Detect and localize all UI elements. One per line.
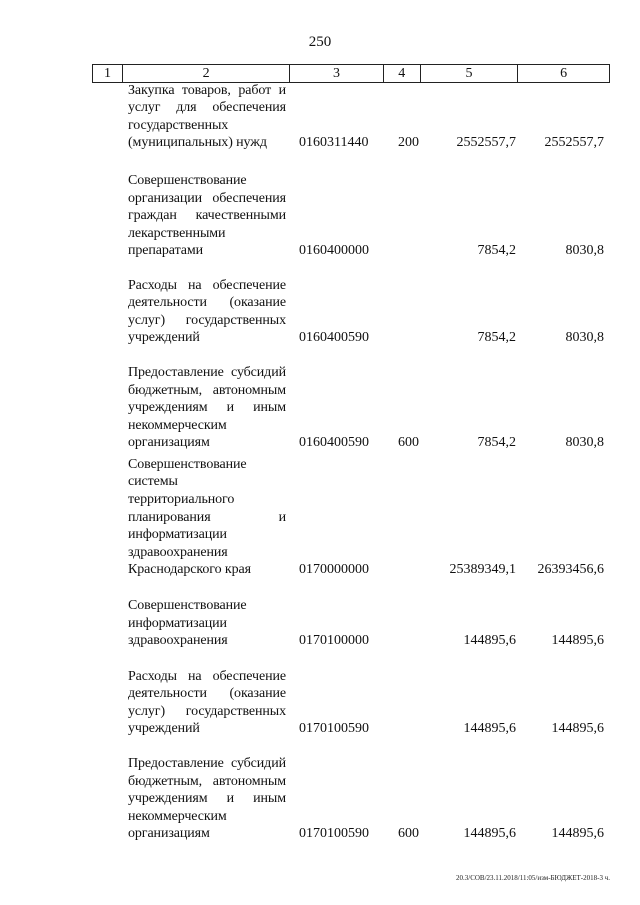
table-row <box>0 596 640 650</box>
row-name: Совершенствование организации обеспечения граждан качественными лекарственными препаратами <box>128 173 286 259</box>
row-name: Совершенствование системы территориального планирования и информатизации здравоохранения Краснодарского края <box>128 456 286 578</box>
row-code: 0160400590 <box>299 330 369 346</box>
row-code: 0160400000 <box>299 243 369 259</box>
row-name: Совершенствование информатизации здравоохранения <box>128 598 247 649</box>
row-value-5: 144895,6 <box>463 633 516 649</box>
table-row <box>0 80 640 152</box>
row-value-6: 26393456,6 <box>537 562 604 578</box>
header-col-6: 6 <box>560 65 568 81</box>
table-row <box>0 753 640 843</box>
row-vr: 600 <box>398 826 419 842</box>
row-value-5: 7854,2 <box>477 435 516 451</box>
page-number: 250 <box>308 34 332 50</box>
table-row <box>0 275 640 347</box>
row-code: 0170100590 <box>299 826 369 842</box>
row-value-5: 25389349,1 <box>449 562 516 578</box>
row-vr: 600 <box>398 435 419 451</box>
header-col-5: 5 <box>421 65 519 82</box>
header-col-1: 1 <box>93 65 123 82</box>
table-row <box>0 666 640 738</box>
row-name: Предоставление субсидий бюджетным, автономным учреждениям и иным некоммерческим организациям <box>128 365 286 451</box>
row-value-5: 144895,6 <box>463 721 516 737</box>
row-code: 0170100590 <box>299 721 369 737</box>
row-value-5: 7854,2 <box>477 243 516 259</box>
row-code: 0170000000 <box>299 562 369 578</box>
row-value-5: 7854,2 <box>477 330 516 346</box>
row-value-6: 8030,8 <box>565 435 604 451</box>
row-code: 0170100000 <box>299 633 369 649</box>
row-name: Расходы на обеспечение деятельности (оказание услуг) государственных учреждений <box>128 277 286 346</box>
row-value-5: 144895,6 <box>463 826 516 842</box>
row-value-5: 2552557,7 <box>456 135 516 151</box>
row-name: Предоставление субсидий бюджетным, автономным учреждениям и иным некоммерческим организациям <box>128 756 286 842</box>
table-row <box>0 456 640 579</box>
table-row <box>0 170 640 260</box>
row-value-6: 8030,8 <box>565 243 604 259</box>
row-vr: 200 <box>398 135 419 151</box>
header-col-3: 3 <box>290 65 384 82</box>
row-value-6: 144895,6 <box>551 633 604 649</box>
row-value-6: 144895,6 <box>551 721 604 737</box>
row-code: 0160400590 <box>299 435 369 451</box>
row-code: 0160311440 <box>299 135 369 151</box>
row-name: Расходы на обеспечение деятельности (оказание услуг) государственных учреждений <box>128 668 286 737</box>
row-value-6: 144895,6 <box>551 826 604 842</box>
row-name: Закупка товаров, работ и услуг для обеспечения государственных (муниципальных) нужд <box>128 82 286 151</box>
footer-docref: 20.3/СОВ/23.11.2018/11:05/изм-БЮДЖЕТ-2018-3 ч. <box>456 874 610 882</box>
header-col-4: 4 <box>384 65 421 82</box>
table-row <box>0 362 640 452</box>
header-col-2: 2 <box>123 65 290 82</box>
row-value-6: 2552557,7 <box>544 135 604 151</box>
row-value-6: 8030,8 <box>565 330 604 346</box>
